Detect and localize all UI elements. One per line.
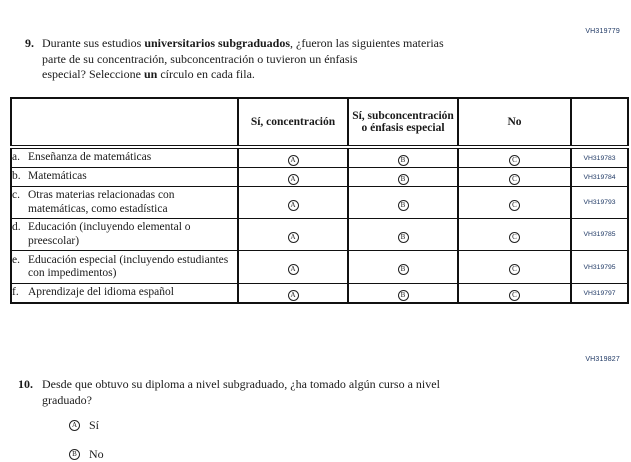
bubble-b[interactable]: B <box>398 264 409 275</box>
question-9-line3-bold: un <box>143 67 158 81</box>
question-9-code: VH319779 <box>585 28 620 35</box>
row-label <box>12 286 237 300</box>
table-header-empty <box>11 98 238 147</box>
option-si <box>69 418 440 434</box>
row-text: Matemáticas <box>28 170 87 183</box>
question-9-line3-pre: especial? Seleccione <box>42 67 144 81</box>
question-9-line3 <box>42 67 444 83</box>
question-10-code: VH319827 <box>585 356 620 363</box>
row-text: Enseñanza de matemáticas <box>28 151 152 164</box>
row-code: VH319793 <box>571 187 628 219</box>
question-10-number: 10. <box>18 377 33 391</box>
option-no <box>69 447 440 462</box>
question-9-line1-bold: universitarios subgraduados <box>144 36 291 50</box>
table-header-code-column <box>571 98 628 147</box>
bubble-a[interactable]: A <box>288 155 299 166</box>
bubble-c[interactable]: C <box>509 232 520 243</box>
row-label <box>12 151 237 165</box>
question-9 <box>25 36 444 83</box>
row-text: Educación especial (incluyendo estudiantes con impedimentos) <box>28 253 229 279</box>
question-9-line1-post: , ¿fueron las siguientes materias <box>290 36 444 50</box>
question-10-line1: Desde que obtuvo su diploma a nivel subgraduado, ¿ha tomado algún curso a nivel <box>42 377 440 391</box>
question-9-line1-pre: Durante sus estudios <box>42 36 145 50</box>
table-row <box>11 187 628 219</box>
bubble-b[interactable]: B <box>69 449 80 460</box>
table-row <box>11 219 628 251</box>
table-row <box>11 168 628 187</box>
question-10-options <box>42 418 440 462</box>
question-10 <box>18 377 440 462</box>
row-label <box>12 170 237 184</box>
row-text: Otras materias relacionadas con matemáticas, como estadística <box>28 189 175 215</box>
table-row <box>11 251 628 284</box>
row-letter: b. <box>12 170 21 183</box>
row-letter: f. <box>12 286 19 299</box>
bubble-c[interactable]: C <box>509 174 520 185</box>
row-label <box>12 254 237 281</box>
table-header-si-subconcentracion: Sí, subconcentración o énfasis especial <box>348 98 458 147</box>
bubble-a[interactable]: A <box>288 232 299 243</box>
question-10-text <box>42 377 440 462</box>
table-row <box>11 147 628 168</box>
question-9-number: 9. <box>25 36 34 50</box>
row-label <box>12 189 237 216</box>
bubble-c[interactable]: C <box>509 290 520 301</box>
row-code: VH319785 <box>571 219 628 251</box>
question-10-line2: graduado? <box>42 392 92 407</box>
bubble-a[interactable]: A <box>69 420 80 431</box>
table-header-si-concentracion: Sí, concentración <box>238 98 348 147</box>
bubble-b[interactable]: B <box>398 200 409 211</box>
bubble-b[interactable]: B <box>398 290 409 301</box>
bubble-c[interactable]: C <box>509 200 520 211</box>
row-code: VH319784 <box>571 168 628 187</box>
option-si-label: Sí <box>89 418 100 432</box>
bubble-a[interactable]: A <box>288 200 299 211</box>
question-9-line2: parte de su concentración, subconcentración o tuvieron un énfasis <box>42 51 358 66</box>
question-9-line1 <box>42 36 444 52</box>
bubble-a[interactable]: A <box>288 290 299 301</box>
table-row <box>11 284 628 304</box>
row-label <box>12 221 237 248</box>
question-9-text <box>42 36 444 83</box>
question-9-response-table <box>10 97 629 304</box>
bubble-b[interactable]: B <box>398 232 409 243</box>
row-letter: d. <box>12 221 21 233</box>
row-code: VH319797 <box>571 284 628 304</box>
bubble-a[interactable]: A <box>288 264 299 275</box>
bubble-b[interactable]: B <box>398 155 409 166</box>
question-9-line3-post: círculo en cada fila. <box>157 67 255 81</box>
row-text: Aprendizaje del idioma español <box>28 286 174 299</box>
bubble-c[interactable]: C <box>509 264 520 275</box>
bubble-a[interactable]: A <box>288 174 299 185</box>
row-code: VH319783 <box>571 147 628 168</box>
row-letter: a. <box>12 151 20 164</box>
row-letter: e. <box>12 253 20 266</box>
bubble-b[interactable]: B <box>398 174 409 185</box>
row-letter: c. <box>12 189 20 201</box>
row-text: Educación (incluyendo elemental o preescolar) <box>28 221 191 247</box>
row-code: VH319795 <box>571 251 628 284</box>
table-header-no: No <box>458 98 571 147</box>
table-header-row <box>11 98 628 147</box>
option-no-label: No <box>89 446 104 461</box>
bubble-c[interactable]: C <box>509 155 520 166</box>
